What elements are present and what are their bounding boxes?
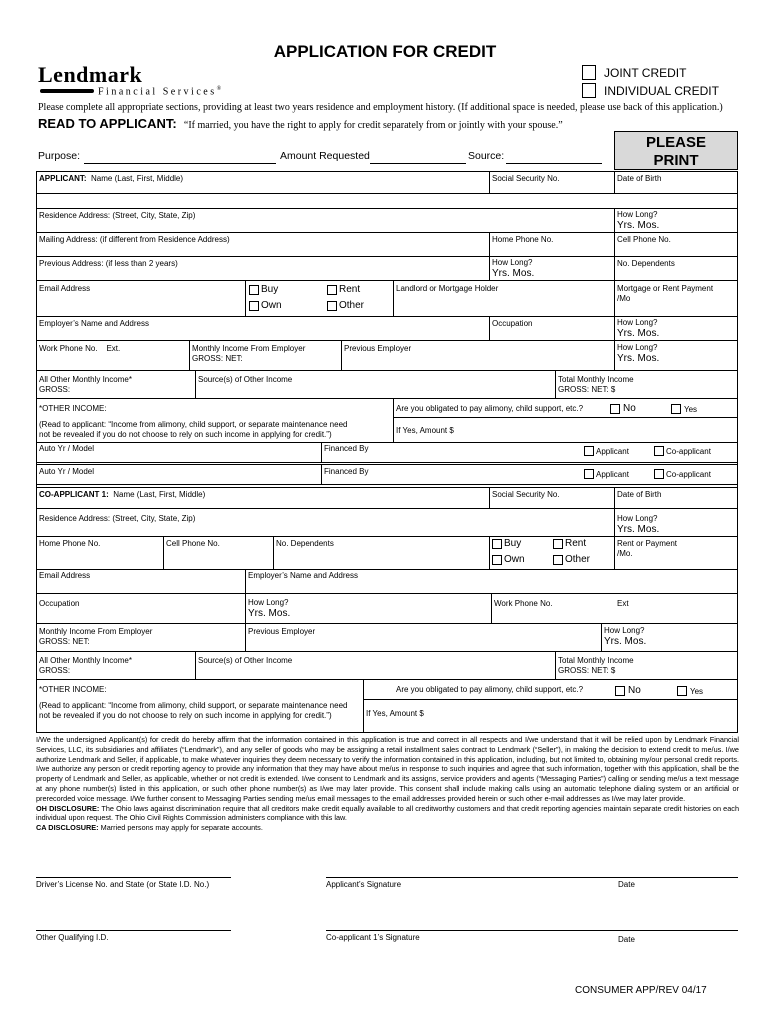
coapplicant-obligated-no-checkbox[interactable] [615,686,625,696]
individual-credit-label: INDIVIDUAL CREDIT [604,84,719,98]
coapplicant-home-phone-field[interactable]: Home Phone No. [39,539,101,548]
oh-disclosure-label: OH DISCLOSURE: [36,803,100,813]
purpose-label: Purpose: [38,150,81,162]
date-2-label: Date [618,935,635,944]
applicant-signature-label: Applicant’s Signature [326,880,402,889]
applicant-previous-employer-how-long: How Long? [617,343,658,352]
applicant-read-notice: (Read to applicant: “Income from alimony, child support, or separate maintenance need [39,420,348,429]
instructions: Please complete all appropriate sections, providing at least two years residence and employment history. (If additional space is needed, please use back of this application.) [38,102,723,113]
auto-2-applicant-checkbox[interactable] [584,469,594,479]
coapplicant-employer-how-long: How Long? [248,598,289,607]
coapplicant-if-yes-amount-field[interactable]: If Yes, Amount $ [366,709,424,718]
please-print-box: PLEASE PRINT [614,131,738,170]
drivers-license-line[interactable] [36,877,231,878]
applicant-previous-employer-field[interactable]: Previous Employer [344,344,412,353]
coapplicant-read-notice: (Read to applicant: “Income from alimony, child support, or separate maintenance need [39,701,348,710]
auto-1-coapplicant-checkbox[interactable] [654,446,664,456]
applicant-home-phone-field[interactable]: Home Phone No. [492,235,554,244]
coapplicant-residence-how-long: How Long? [617,514,658,523]
applicant-residence-field[interactable]: Residence Address: (Street, City, State, Zip) [39,211,196,220]
logo-swoosh-icon [40,89,94,93]
amount-requested-field[interactable] [370,151,466,164]
read-to-applicant: READ TO APPLICANT: “If married, you have the right to apply for credit separately from or jointly with your spouse.” [38,116,563,131]
coapplicant-email-field[interactable]: Email Address [39,571,91,580]
coapplicant-other-checkbox[interactable] [553,555,563,565]
applicant-cell-phone-field[interactable]: Cell Phone No. [617,235,671,244]
coapplicant-previous-how-long: How Long? [604,626,645,635]
applicant-residence-how-long: How Long? [617,210,658,219]
applicant-buy-checkbox[interactable] [249,285,259,295]
coapplicant-ssn-field[interactable]: Social Security No. [492,490,560,499]
applicant-dependents-field[interactable]: No. Dependents [617,259,675,268]
amount-requested-label: Amount Requested [280,150,370,162]
coapplicant-buy-checkbox[interactable] [492,539,502,549]
applicant-financed-2-field[interactable]: Financed By [324,467,369,476]
applicant-employer-how-long: How Long? [617,318,658,327]
drivers-license-label: Driver’s License No. and State (or State I.D. No.) [36,880,210,889]
coapplicant-signature-label: Co-applicant 1’s Signature [326,933,420,942]
applicant-other-income-field[interactable]: All Other Monthly Income* [39,375,132,384]
applicant-rent-checkbox[interactable] [327,285,337,295]
applicant-landlord-field[interactable]: Landlord or Mortgage Holder [396,284,499,293]
other-id-line[interactable] [36,930,231,931]
coapplicant-total-income-field[interactable]: Total Monthly Income [558,656,634,665]
coapplicant-rent-payment-field[interactable]: Rent or Payment [617,539,678,548]
applicant-income-sources-field[interactable]: Source(s) of Other Income [198,375,293,384]
source-label: Source: [468,150,505,162]
applicant-occupation-field[interactable]: Occupation [492,319,533,328]
coapplicant-residence-field[interactable]: Residence Address: (Street, City, State, Zip) [39,514,196,523]
applicant-name-field[interactable]: APPLICANT: Name (Last, First, Middle) [39,174,184,183]
coapplicant-own-checkbox[interactable] [492,555,502,565]
coapplicant-dependents-field[interactable]: No. Dependents [276,539,334,548]
applicant-previous-address-field[interactable]: Previous Address: (if less than 2 years) [39,259,178,268]
legal-disclosures [36,735,739,833]
coapplicant-other-income-heading: *OTHER INCOME: [39,685,107,694]
applicant-mortgage-field[interactable]: Mortgage or Rent Payment [617,284,714,293]
applicant-monthly-income-field[interactable]: Monthly Income From Employer [192,344,306,353]
coapplicant-employer-field[interactable]: Employer’s Name and Address [248,571,358,580]
applicant-other-checkbox[interactable] [327,301,337,311]
applicant-obligated-question: Are you obligated to pay alimony, child support, etc.? [396,404,584,413]
coapplicant-monthly-income-field[interactable]: Monthly Income From Employer [39,627,153,636]
other-id-label: Other Qualifying I.D. [36,933,109,942]
logo-subtitle: Financial Services® [98,86,224,98]
applicant-total-income-field[interactable]: Total Monthly Income [558,375,634,384]
date-1-label: Date [618,880,635,889]
coapplicant-obligated-yes-checkbox[interactable] [677,686,687,696]
application-form: APPLICANT: Name (Last, First, Middle) Social Security No. Date of Birth Residence Address: (Street, City, State, Zip) How Long? Yrs. Mos. Mailing Address: (if different from Residence Address) Home Phone No. Cell Phone No. Previous Address: (if less than 2 years) How Long? Yrs. Mos. No. Dependents Email Address Buy Own Rent Other Landlord or Mortgage Holder Mortgage or Rent Payment /Mo Employer’s Name and Address Occupation How Long? Yrs. Mos. Work Phone No. Ext. Monthly Income From Employer GROSS: NET: Previous Employer How Long? Yrs. Mos. All Other Monthly Income* GROSS: Source(s) of Other Income Total Monthly Income GROSS: NET: $ *OTHER INCOME: (Read to applicant: “Income from alimony, child support, or separate maintenance need not be revealed if you do not choose to rely on such income in applying for credit.”) Are you obligated to pay alimony, child support, etc.? No Yes If Yes, Amount $ Auto Yr / Model Financed By Applicant Co-applicant Auto Yr / Model Financed By Applicant Co-applicant CO-APPLICANT 1: Name (Last, First, Middle) Social Security No. Date of Birth Residence Address: (Street, City, State, Zip) How Long? Yrs. Mos. Home Phone No. Cell Phone No. No. Dependents Buy Own Rent Other Rent or Payment /Mo. Email Address Employer’s Name and Address Occupation How Long? Yrs. Mos. Work Phone No. Ext Monthly Income From Employer GROSS: NET: Previous Employer How Long? Yrs. Mos. All Other Monthly Income* GROSS: Source(s) of Other Income Total Monthly Income GROSS: NET: $ *OTHER INCOME: (Read to applicant: “Income from alimony, child support, or separate maintenance need not be revealed if you do not choose to rely on such income in applying for credit.”) Are you obligated to pay alimony, child support, etc.? No Yes If Yes, Amount $ [36,171,738,733]
applicant-obligated-yes-checkbox[interactable] [671,404,681,414]
applicant-work-phone-field[interactable]: Work Phone No. Ext. [39,344,121,353]
coapplicant-obligated-question: Are you obligated to pay alimony, child support, etc.? [396,685,584,694]
source-field[interactable] [506,151,602,164]
coapplicant-dob-field[interactable]: Date of Birth [617,490,662,499]
applicant-auto-1-field[interactable]: Auto Yr / Model [39,444,94,453]
company-logo [38,62,142,88]
logo-name: Lendmark [38,62,143,87]
coapplicant-rent-checkbox[interactable] [553,539,563,549]
applicant-auto-2-field[interactable]: Auto Yr / Model [39,467,94,476]
individual-credit-checkbox[interactable] [582,83,596,98]
applicant-other-income-heading: *OTHER INCOME: [39,404,107,413]
purpose-field[interactable] [84,151,276,164]
applicant-financed-1-field[interactable]: Financed By [324,444,369,453]
applicant-mailing-field[interactable]: Mailing Address: (if different from Residence Address) [39,235,230,244]
auto-1-applicant-checkbox[interactable] [584,446,594,456]
coapplicant-income-sources-field[interactable]: Source(s) of Other Income [198,656,293,665]
coapplicant-name-field[interactable]: CO-APPLICANT 1: Name (Last, First, Middle) [39,490,206,499]
applicant-own-checkbox[interactable] [249,301,259,311]
form-id: CONSUMER APP/REV 04/17 [575,985,707,996]
applicant-dob-field[interactable]: Date of Birth [617,174,662,183]
coapplicant-work-phone-field[interactable]: Work Phone No. [494,599,553,608]
ca-disclosure-label: CA DISCLOSURE: [36,823,99,833]
joint-credit-checkbox[interactable] [582,65,596,80]
applicant-obligated-no-checkbox[interactable] [610,404,620,414]
coapplicant-signature-line[interactable] [326,930,738,931]
coapplicant-ext-field[interactable]: Ext [617,599,629,608]
coapplicant-occupation-field[interactable]: Occupation [39,599,80,608]
applicant-ssn-field[interactable]: Social Security No. [492,174,560,183]
joint-credit-label: JOINT CREDIT [604,66,687,80]
consent-text: I/We the undersigned Applicant(s) for credit do hereby affirm that the information contained in this application is true and correct in all respects and I/we understand that it will be relied upon by Lendmark Financial Services, LLC, its subsidiaries and affiliates (“Lendmark”), and any seller of goods who may be assigning a retail installment sales contract to Lendmark (“Seller”), in making the decision to extend credit to me/us. I/we authorize Lendmark and Seller, if applicable, to make whatever inquiries they deem necessary to verify the information contained in this application, including, but not limited to, obtaining my/our personal credit reports. I/we authorize any person or credit reporting agency to provide any information that they may have about me/us in response to such inquiries and agree that such information, together with this application, shall be the property of Lendmark and Seller, as applicable, whether or not credit is extended. I/we consent to Lendmark and its assigns, service providers and agents (“Messaging Parties”) calling or sending me/us a text message at any phone number(s) listed in this application, or such other phone number(s) as I/we may later provide. This consent shall include making calls using an automatic telephone dialing system or an artificial or prerecorded voice message. I/We further consent to Messaging Parties sending me/us email messages to the email addresses provided herein or such other e-mail addresses as I/we may later provide. [36,735,739,803]
applicant-if-yes-amount-field[interactable]: If Yes, Amount $ [396,426,454,435]
coapplicant-other-income-field[interactable]: All Other Monthly Income* [39,656,132,665]
auto-2-coapplicant-checkbox[interactable] [654,469,664,479]
page-title: APPLICATION FOR CREDIT [273,42,497,61]
applicant-email-field[interactable]: Email Address [39,284,91,293]
oh-disclosure-text: The Ohio laws against discrimination require that all creditors make credit equally available to all creditworthy customers and that credit reporting agencies maintain separate credit histories on each individual upon request. The Ohio Civil Rights Commission administers compliance with this law. [36,803,739,823]
ca-disclosure-text: Married persons may apply for separate accounts. [100,823,263,833]
coapplicant-previous-employer-field[interactable]: Previous Employer [248,627,316,636]
applicant-employer-field[interactable]: Employer’s Name and Address [39,319,149,328]
applicant-previous-how-long: How Long? [492,258,533,267]
coapplicant-cell-phone-field[interactable]: Cell Phone No. [166,539,220,548]
applicant-signature-line[interactable] [326,877,738,878]
